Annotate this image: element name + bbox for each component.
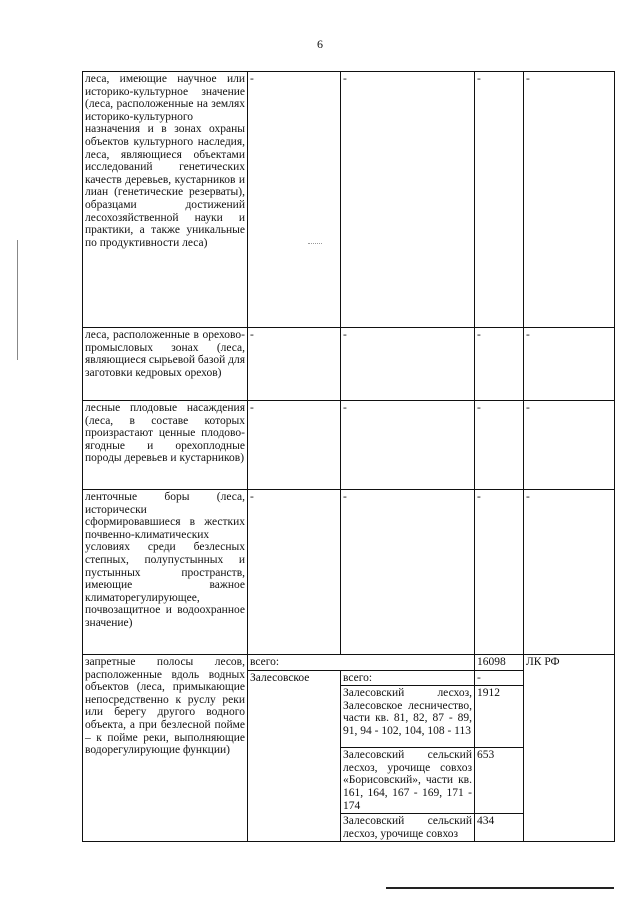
- location-cell: Залесовский сельский лесхоз, урочище совхоз: [341, 814, 475, 842]
- category-name-cell: леса, имеющие научное или историко-культурное значение (леса, расположенные на землях историко-культурного назначения и в зонах охраны объектов культурного наследия, леса, являющиеся объектами исследований генетических качеств деревьев, кустарников и лиан (генетические резерваты), образцами достижений лесохозяйственной науки и практики, а также уникальные по продуктивности леса): [83, 72, 248, 328]
- district-total-label-cell: всего:: [341, 670, 475, 686]
- table-row: [83, 328, 615, 401]
- district-total-area-cell: -: [475, 670, 524, 686]
- basis-cell: -: [524, 401, 615, 490]
- location-cell: Залесовский лесхоз, Залесовское лесничество, части кв. 81, 82, 87 - 89, 91, 94 - 102, 104, 108 - 113: [341, 686, 475, 748]
- basis-cell: -: [524, 328, 615, 401]
- table-row: [83, 655, 615, 671]
- basis-cell: -: [524, 72, 615, 328]
- area-cell: 1912: [475, 686, 524, 748]
- area-cell: 653: [475, 748, 524, 814]
- basis-cell: ЛК РФ: [524, 655, 615, 842]
- category-name-cell: запретные полосы лесов, расположенные вдоль водных объектов (леса, примыкающие непосредственно к руслу реки или берегу другого водного объекта, а при безлесной пойме – к пойме реки, выполняющие водорегулирующие функции): [83, 655, 248, 842]
- area-cell: -: [475, 72, 524, 328]
- basis-cell: -: [524, 490, 615, 655]
- location-cell: -: [341, 490, 475, 655]
- total-area-cell: 16098: [475, 655, 524, 671]
- location-cell: -: [341, 72, 475, 328]
- scan-edge-line: [17, 240, 18, 360]
- location-cell: -: [341, 401, 475, 490]
- district-cell: -: [248, 328, 341, 401]
- table-row: [83, 72, 615, 328]
- forest-category-table: [82, 71, 615, 842]
- area-cell: -: [475, 401, 524, 490]
- location-cell: -: [341, 328, 475, 401]
- page-number: 6: [317, 37, 323, 51]
- total-label-cell: всего:: [248, 655, 475, 671]
- area-cell: -: [475, 490, 524, 655]
- scan-bottom-edge: [386, 887, 614, 889]
- table-row: [83, 490, 615, 655]
- area-cell: -: [475, 328, 524, 401]
- category-name-cell: ленточные боры (леса, исторически сформировавшиеся в жестких почвенно-климатических условиях среди безлесных степных, полупустынных и пустынных пространств, имеющие важное климаторегулирующее, почвозащитное и водоохранное значение): [83, 490, 248, 655]
- location-cell: Залесовский сельский лесхоз, урочище совхоз «Борисовский», части кв. 161, 164, 167 - 169, 171 - 174: [341, 748, 475, 814]
- category-name-cell: лесные плодовые насаждения (леса, в составе которых произрастают ценные плодово-ягодные и орехоплодные породы деревьев и кустарников): [83, 401, 248, 490]
- category-name-cell: леса, расположенные в орехово-промысловых зонах (леса, являющиеся сырьевой базой для заготовки кедровых орехов): [83, 328, 248, 401]
- district-cell: -: [248, 401, 341, 490]
- district-cell: -: [248, 490, 341, 655]
- district-cell: Залесовское: [248, 670, 341, 842]
- area-cell: 434: [475, 814, 524, 842]
- district-cell: -: [248, 72, 341, 328]
- table-row: [83, 401, 615, 490]
